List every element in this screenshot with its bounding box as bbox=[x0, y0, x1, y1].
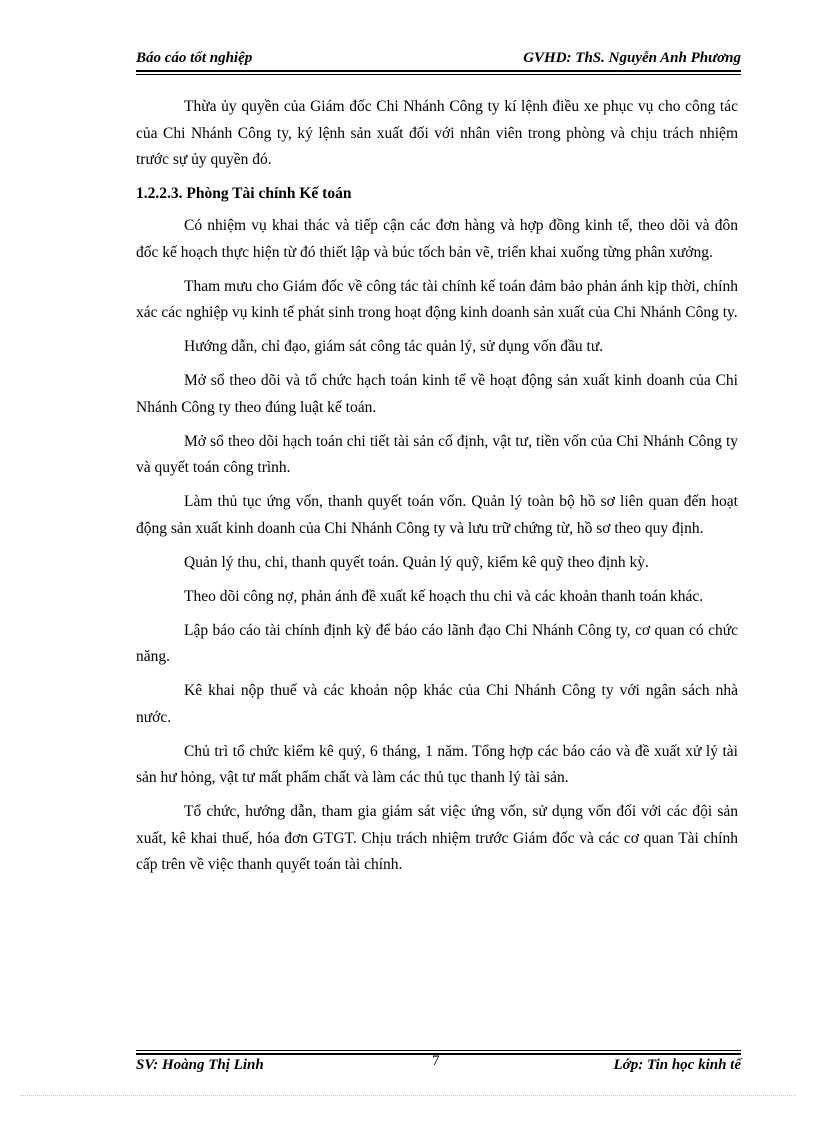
footer-rule-thin bbox=[136, 1050, 741, 1051]
header-rule-thick bbox=[136, 70, 741, 72]
paragraph: Theo dõi công nợ, phản ánh đề xuất kế hoạch thu chi và các khoản thanh toán khác. bbox=[184, 587, 704, 605]
paragraph: Tổ chức, hướng dẫn, tham gia giám sát việc ứng vốn, sử dụng vốn đối với các đội sản xuất, kê khai thuế, hóa đơn GTGT. Chịu trách nhiệm trước Giám đốc và các cơ quan Tài chính cấp trên về việc thanh quyết toán tài chính. bbox=[136, 803, 738, 873]
page-body bbox=[136, 94, 738, 886]
page-footer bbox=[136, 1053, 741, 1076]
footer-student-name: SV: Hoàng Thị Linh bbox=[136, 1057, 264, 1073]
paragraph: Làm thủ tục ứng vốn, thanh quyết toán vốn. Quản lý toàn bộ hồ sơ liên quan đến hoạt động sản xuất kinh doanh của Chi Nhánh Công ty và lưu trữ chứng từ, hồ sơ theo quy định. bbox=[136, 493, 738, 537]
paragraph: Có nhiệm vụ khai thác và tiếp cận các đơn hàng và hợp đồng kinh tế, theo dõi và đôn đốc kế hoạch thực hiện từ đó thiết lập và búc tốch bản vẽ, triển khai xuống từng phân xưởng. bbox=[136, 217, 738, 261]
paragraph: Mở sổ theo dõi và tổ chức hạch toán kinh tế về hoạt động sản xuất kinh doanh của Chi Nhánh Công ty theo đúng luật kế toán. bbox=[136, 372, 738, 416]
header-rule-thin bbox=[136, 74, 741, 75]
paragraph: Mở sổ theo dõi hạch toán chi tiết tài sản cố định, vật tư, tiền vốn của Chi Nhánh Công ty và quyết toán công trình. bbox=[136, 432, 738, 476]
paragraph: Quản lý thu, chi, thanh quyết toán. Quản lý quỹ, kiểm kê quỹ theo định kỳ. bbox=[184, 553, 649, 571]
page-bottom-dotted-line bbox=[20, 1095, 796, 1096]
page-number: 7 bbox=[432, 1053, 440, 1069]
paragraph: Kê khai nộp thuế và các khoản nộp khác của Chi Nhánh Công ty với ngân sách nhà nước. bbox=[136, 682, 738, 726]
paragraph: Hướng dẫn, chỉ đạo, giám sát công tác quản lý, sử dụng vốn đầu tư. bbox=[184, 338, 604, 355]
page-header bbox=[136, 50, 741, 70]
header-report-title: Báo cáo tốt nghiệp bbox=[136, 50, 253, 66]
paragraph-delegation: Thừa ủy quyền của Giám đốc Chi Nhánh Công ty kí lệnh điều xe phục vụ cho công tác của Chi Nhánh Công ty, ký lệnh sản xuất đối với nhân viên trong phòng và chịu trách nhiệm trước sự ủy quyền đó. bbox=[136, 98, 738, 168]
paragraph: Chủ trì tổ chức kiểm kê quý, 6 tháng, 1 năm. Tổng hợp các báo cáo và đề xuất xử lý tài sản hư hỏng, vật tư mất phẩm chất và làm các thủ tục thanh lý tài sản. bbox=[136, 742, 738, 786]
paragraph: Lập báo cáo tài chính định kỳ để báo cáo lãnh đạo Chi Nhánh Công ty, cơ quan có chức năng. bbox=[136, 621, 738, 665]
section-heading: 1.2.2.3. Phòng Tài chính Kế toán bbox=[136, 185, 352, 202]
header-supervisor: GVHD: ThS. Nguyễn Anh Phương bbox=[523, 50, 741, 66]
footer-class-name: Lớp: Tin học kinh tế bbox=[613, 1057, 741, 1073]
paragraph: Tham mưu cho Giám đốc về công tác tài chính kế toán đảm bảo phản ánh kịp thời, chính xác các nghiệp vụ kinh tế phát sinh trong hoạt động kinh doanh sản xuất của Chi Nhánh Công ty. bbox=[136, 277, 738, 321]
